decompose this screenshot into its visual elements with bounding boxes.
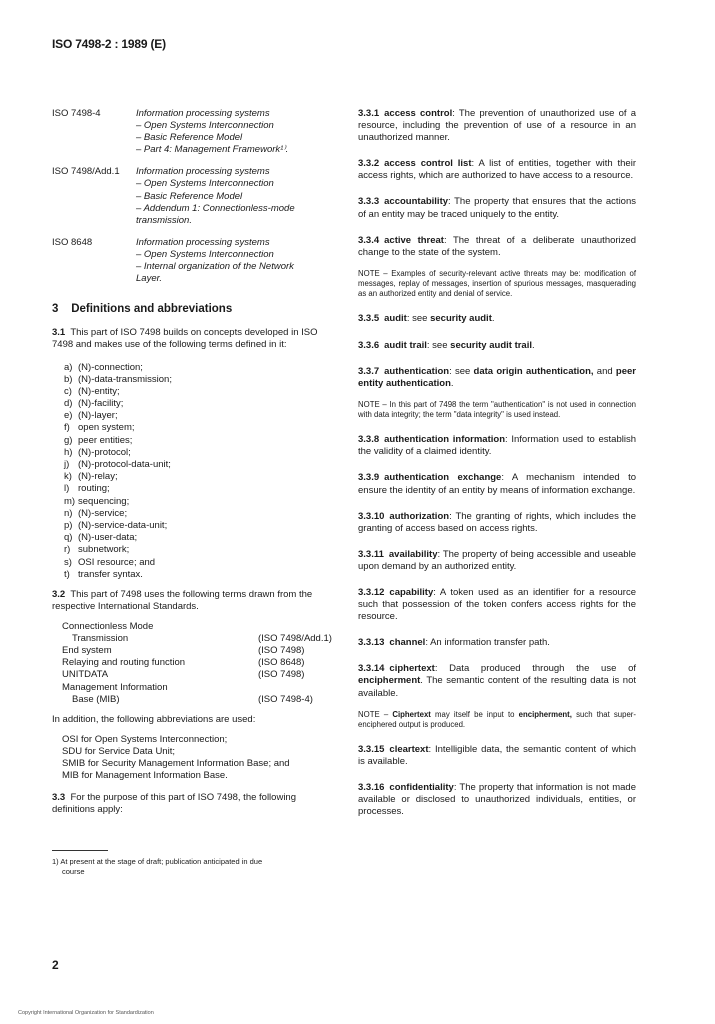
definition-number: 3.3.16 — [358, 782, 385, 794]
term-text: OSI resource; and — [78, 556, 156, 568]
term-text: peer entities; — [78, 434, 133, 446]
standard-ref: (ISO 7498) — [258, 645, 305, 657]
term-letter: p) — [64, 519, 73, 531]
term-item — [64, 374, 332, 386]
section-title: Definitions and abbreviations — [71, 303, 233, 316]
footnote — [52, 857, 332, 877]
reference-entry — [52, 237, 332, 285]
abbreviation-item: SMIB for Security Management Information Base; and — [62, 758, 290, 769]
paragraph-number: 3.1 — [52, 327, 66, 339]
term-letter: e) — [64, 410, 73, 422]
standard-ref: (ISO 7498-4) — [258, 693, 313, 705]
term-item — [64, 459, 332, 471]
definition-number: 3.3.5 — [358, 313, 380, 325]
term-item — [64, 398, 332, 410]
reference-code: ISO 7498/Add.1 — [52, 166, 120, 178]
abbreviation-item: MIB for Management Information Base. — [62, 770, 228, 782]
definition-3-3-11 — [358, 549, 636, 573]
definition-3-3-3 — [358, 196, 636, 220]
table-row — [62, 621, 332, 633]
table-row — [62, 657, 332, 669]
copyright-notice: Copyright International Organization for Standardization — [18, 1010, 154, 1016]
definition-number: 3.3.2 — [358, 158, 380, 170]
left-column — [52, 108, 332, 877]
term-item — [64, 410, 332, 422]
definition-term: ciphertext — [389, 663, 435, 675]
term-letter: j) — [64, 459, 70, 470]
term-letter: b) — [64, 373, 73, 385]
paragraph-text: This part of 7498 uses the following terms drawn from the respective International Standards. — [52, 588, 313, 612]
definition-number: 3.3.14 — [358, 663, 385, 675]
definition-number: 3.3.4 — [358, 234, 380, 246]
reference-line: – Basic Reference Model — [136, 132, 243, 144]
standard-ref: (ISO 7498/Add.1) — [258, 633, 332, 645]
term-letter: m) — [64, 495, 76, 507]
page-number: 2 — [52, 958, 59, 972]
definition-3-3-10 — [358, 511, 636, 535]
definition-note: NOTE – Examples of security-relevant active threats may be: modification of messages, replay of messages, insertion of spurious messages, masquerading as an authorized entity and denial of service. — [358, 268, 636, 299]
note-term: encipherment, — [518, 709, 572, 719]
definition-reference: security audit — [430, 313, 492, 325]
table-row — [62, 633, 332, 645]
reference-title — [136, 237, 332, 285]
definition-text: . The semantic content of the resulting data is not available. — [358, 675, 636, 699]
standard-ref — [258, 682, 332, 694]
definition-number: 3.3.9 — [358, 472, 380, 484]
paragraph-3-1 — [52, 327, 332, 351]
note-text: such that super-enciphered output is produced. — [358, 709, 636, 729]
definition-3-3-13 — [358, 637, 636, 649]
term-text: (N)-facility; — [78, 398, 124, 410]
definition-text: : The property that ensures that the actions of an entity may be traced uniquely to the entity. — [358, 196, 636, 220]
definition-3-3-14 — [358, 663, 636, 699]
term-item — [64, 447, 332, 459]
reference-line: Information processing systems — [136, 108, 270, 119]
section-heading — [52, 303, 332, 315]
reference-entry — [52, 166, 332, 226]
term-item — [64, 471, 332, 483]
term-letter: k) — [64, 471, 72, 483]
definition-3-3-9 — [358, 472, 636, 496]
reference-line: – Addendum 1: Connectionless-mode — [136, 202, 295, 214]
term-text: (N)-protocol-data-unit; — [78, 459, 171, 470]
term-text: subnetwork; — [78, 544, 130, 556]
paragraph-3-2 — [52, 589, 332, 613]
page-header-title: ISO 7498-2 : 1989 (E) — [52, 37, 166, 51]
definition-term: authentication exchange — [384, 472, 502, 484]
definition-3-3-7 — [358, 366, 636, 390]
term-item — [64, 435, 332, 447]
definition-term: access control — [384, 108, 453, 119]
definition-3-3-1 — [358, 108, 636, 144]
footnote-rule — [52, 850, 108, 851]
footnote-line: course — [62, 867, 85, 877]
definition-3-3-8 — [358, 434, 636, 458]
definition-number: 3.3.13 — [358, 637, 385, 649]
term-text: (N)-entity; — [78, 385, 120, 397]
term-item — [64, 532, 332, 544]
table-row — [62, 682, 332, 694]
definition-term: accountability — [384, 196, 449, 208]
reference-line: – Basic Reference Model — [136, 190, 243, 202]
definition-3-3-15 — [358, 744, 636, 768]
abbreviation-item: OSI for Open Systems Interconnection; — [62, 733, 228, 745]
definition-text: . — [450, 377, 454, 389]
definition-text: : The granting of rights, which includes the granting of access based on access rights. — [358, 510, 636, 534]
term-name: Relaying and routing function — [62, 657, 186, 669]
definition-note — [358, 710, 636, 730]
reference-entry — [52, 108, 332, 156]
term-letter: n) — [64, 507, 73, 519]
abbreviation-item: SDU for Service Data Unit; — [62, 745, 175, 757]
definition-reference: encipherment — [358, 675, 421, 687]
definition-number: 3.3.6 — [358, 339, 380, 351]
paragraph-text: This part of ISO 7498 builds on concepts developed in ISO 7498 and makes use of the following terms defined in it: — [52, 327, 318, 351]
term-text: (N)-service-data-unit; — [78, 519, 168, 531]
definition-text: : A mechanism intended to ensure the identity of an entity by means of information exchange. — [358, 472, 636, 496]
term-item — [64, 496, 332, 508]
term-letter: a) — [64, 361, 73, 373]
reference-line: – Open Systems Interconnection — [136, 248, 274, 260]
definition-3-3-4 — [358, 235, 636, 259]
definition-3-3-2 — [358, 158, 636, 182]
term-letter: d) — [64, 398, 73, 410]
standard-ref: (ISO 8648) — [258, 657, 305, 669]
definition-term: channel — [389, 637, 426, 649]
definition-term: authentication — [384, 365, 450, 377]
definition-term: active threat — [384, 234, 444, 246]
note-text: may itself be input to — [430, 709, 519, 719]
definition-3-3-12 — [358, 587, 636, 623]
term-letter: c) — [64, 385, 72, 397]
term-letter: g) — [64, 434, 73, 446]
definition-text: : A list of entities, together with their access rights, which are authorized to have access to a resource. — [358, 158, 636, 182]
definition-number: 3.3.3 — [358, 196, 380, 208]
term-letter: h) — [64, 446, 73, 458]
definition-3-3-16 — [358, 782, 636, 818]
standard-ref: (ISO 7498) — [258, 669, 305, 681]
definition-number: 3.3.12 — [358, 586, 385, 598]
definition-text: : Information used to establish the validity of a claimed identity. — [358, 434, 636, 458]
term-name: Connectionless Mode — [62, 621, 154, 633]
term-letter: s) — [64, 556, 72, 568]
reference-line: – Part 4: Management Framework¹⁾. — [136, 144, 289, 156]
term-item — [64, 386, 332, 398]
term-name: End system — [62, 645, 112, 657]
definition-text: : The threat of a deliberate unauthorized change to the state of the system. — [358, 234, 636, 258]
term-text: (N)-protocol; — [78, 446, 131, 458]
definition-number: 3.3.8 — [358, 434, 380, 446]
definition-text: : see — [449, 365, 474, 377]
paragraph-text: For the purpose of this part of ISO 7498, the following definitions apply: — [52, 792, 296, 816]
definition-text: . — [491, 313, 495, 325]
term-name: UNITDATA — [62, 669, 109, 681]
note-text: NOTE – — [358, 709, 393, 719]
footnote-line: 1) At present at the stage of draft; publication anticipated in due — [52, 857, 263, 867]
reference-line: transmission. — [136, 214, 192, 226]
definition-3-3-6 — [358, 340, 636, 352]
references-list — [52, 108, 332, 285]
definition-reference: data origin authentication, — [473, 365, 594, 377]
term-letter: r) — [64, 544, 71, 556]
paragraph-3-3 — [52, 792, 332, 816]
section-number: 3 — [52, 303, 59, 316]
definition-number: 3.3.10 — [358, 510, 385, 522]
term-letter: t) — [64, 568, 70, 580]
term-text: open system; — [78, 422, 135, 434]
definition-reference: security audit trail — [450, 339, 532, 351]
paragraph-number: 3.2 — [52, 588, 66, 600]
term-text: (N)-connection; — [78, 361, 143, 373]
reference-line: Information processing systems — [136, 236, 270, 248]
term-text: (N)-user-data; — [78, 532, 138, 544]
definition-term: capability — [389, 586, 434, 598]
abbreviations-intro: In addition, the following abbreviations are used: — [52, 713, 256, 725]
definition-text: : see — [426, 339, 451, 351]
standard-ref — [258, 621, 332, 633]
reference-line: – Open Systems Interconnection — [136, 178, 274, 190]
term-text: transfer syntax. — [78, 568, 143, 580]
term-item — [64, 508, 332, 520]
term-name: Base (MIB) — [72, 693, 120, 705]
table-row — [62, 645, 332, 657]
definition-text: : The prevention of unauthorized use of a resource, including the prevention of use of a resource in an unauthorized manner. — [358, 108, 636, 144]
term-text: routing; — [78, 483, 110, 495]
term-text: (N)-data-transmission; — [78, 373, 172, 385]
reference-code: ISO 8648 — [52, 236, 93, 248]
definitions-column — [358, 108, 636, 833]
definition-term: audit trail — [384, 339, 427, 351]
term-letter: q) — [64, 532, 73, 544]
reference-title — [136, 166, 332, 226]
reference-line: – Internal organization of the Network — [136, 261, 294, 273]
term-item — [64, 557, 332, 569]
term-letter: l) — [64, 483, 70, 495]
definition-note: NOTE – In this part of 7498 the term "authentication" is not used in connection with data integrity; the term "data integrity" is used instead. — [358, 399, 636, 420]
definition-text: : see — [406, 313, 431, 325]
definition-text: . — [532, 339, 535, 351]
reference-code: ISO 7498-4 — [52, 108, 101, 119]
reference-title — [136, 108, 332, 156]
definition-term: availability — [388, 548, 438, 560]
definition-term: access control list — [384, 158, 472, 170]
reference-line: Information processing systems — [136, 166, 270, 178]
definition-term: confidentiality — [389, 782, 454, 794]
term-name: Transmission — [72, 633, 129, 645]
note-term: Ciphertext — [392, 709, 431, 719]
reference-line: – Open Systems Interconnection — [136, 120, 274, 132]
term-text: (N)-service; — [78, 507, 128, 519]
definition-term: authorization — [389, 510, 450, 522]
reference-line: Layer. — [136, 273, 163, 285]
term-item — [64, 520, 332, 532]
term-text: (N)-relay; — [78, 471, 118, 483]
term-item — [64, 544, 332, 556]
definition-text: : Data produced through the use of — [434, 663, 636, 675]
definition-text: and — [593, 365, 616, 377]
term-item — [64, 483, 332, 495]
definition-text: : Intelligible data, the semantic content of which is available. — [358, 744, 636, 768]
definition-term: audit — [384, 313, 407, 325]
table-row — [62, 669, 332, 681]
definition-3-3-5 — [358, 313, 636, 325]
abbreviations-list — [62, 734, 332, 782]
definition-term: cleartext — [389, 744, 429, 756]
definition-text: : An information transfer path. — [425, 637, 550, 649]
term-item — [64, 569, 332, 581]
definition-number: 3.3.11 — [358, 548, 384, 560]
definition-text: : A token used as an identifier for a resource such that possession of the token confers access rights for the resource. — [358, 586, 636, 623]
definition-text: : The property that information is not made available or disclosed to unauthorized individuals, entities, or processes. — [358, 782, 636, 818]
term-item — [64, 422, 332, 434]
terms-list — [64, 362, 332, 581]
table-row — [62, 694, 332, 706]
paragraph-number: 3.3 — [52, 792, 66, 804]
definition-term: authentication information — [384, 434, 506, 446]
standards-table — [62, 621, 332, 706]
term-text: (N)-layer; — [78, 410, 118, 422]
definition-number: 3.3.15 — [358, 744, 385, 756]
definition-number: 3.3.1 — [358, 108, 380, 119]
term-letter: f) — [64, 422, 70, 434]
term-item — [64, 362, 332, 374]
term-text: sequencing; — [78, 495, 130, 507]
definition-text: : The property of being accessible and useable upon demand by an authorized entity. — [358, 548, 636, 572]
term-name: Management Information — [62, 681, 168, 693]
definition-reference: peer entity authentication — [358, 365, 636, 389]
definition-number: 3.3.7 — [358, 365, 380, 377]
